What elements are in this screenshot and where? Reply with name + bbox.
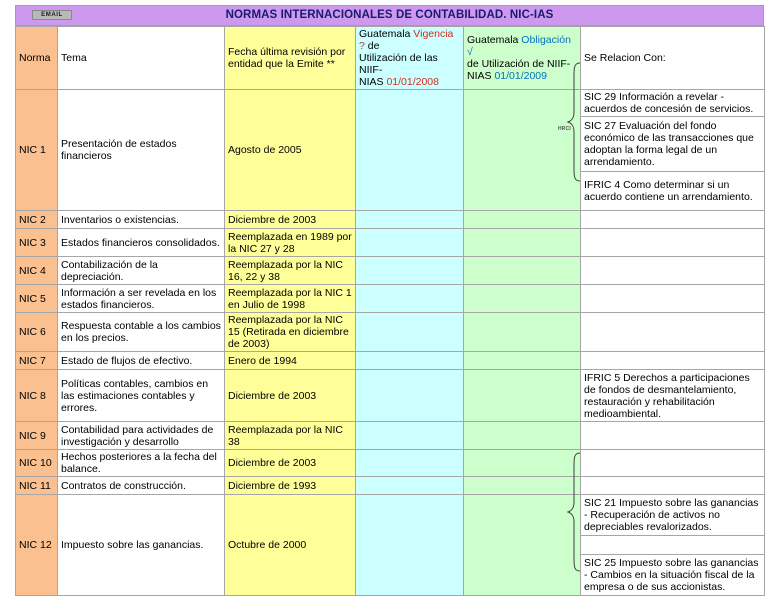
cell-obligacion[interactable]	[464, 370, 581, 422]
nic-table	[15, 26, 765, 596]
table-row[interactable]	[16, 495, 765, 536]
table-row[interactable]	[16, 352, 765, 370]
cell-norma[interactable]: NIC 10	[16, 450, 58, 477]
cell-fecha[interactable]: Enero de 1994	[225, 352, 356, 370]
cell-vigencia[interactable]	[356, 257, 464, 285]
cell-obligacion[interactable]	[464, 90, 581, 211]
table-row[interactable]	[16, 229, 765, 257]
table-row[interactable]	[16, 257, 765, 285]
cell-obligacion[interactable]	[464, 313, 581, 352]
table-header	[16, 27, 765, 90]
cell-tema[interactable]: Hechos posteriores a la fecha del balance.	[58, 450, 225, 477]
col-header-fecha	[225, 27, 356, 90]
cell-obligacion[interactable]	[464, 285, 581, 313]
col-header-vigencia	[356, 27, 464, 90]
cell-norma[interactable]: NIC 1	[16, 90, 58, 211]
cell-norma[interactable]: NIC 12	[16, 495, 58, 596]
cell-relacion[interactable]	[581, 536, 765, 555]
cell-tema[interactable]: Respuesta contable a los cambios en los precios.	[58, 313, 225, 352]
cell-obligacion[interactable]	[464, 450, 581, 477]
cell-tema[interactable]: Estados financieros consolidados.	[58, 229, 225, 257]
cell-relacion[interactable]: SIC 27 Evaluación del fondo económico de las transacciones que adoptan la forma legal de un arrendamiento.	[581, 117, 765, 172]
vigencia-line2: Utilización de las NIIF-	[359, 52, 438, 76]
cell-fecha[interactable]: Diciembre de 2003	[225, 211, 356, 229]
cell-relacion[interactable]: IFRIC 4 Como determinar si un acuerdo contiene un arrendamiento.	[581, 172, 765, 211]
cell-obligacion[interactable]	[464, 229, 581, 257]
cell-tema[interactable]: Presentación de estados financieros	[58, 90, 225, 211]
cell-norma[interactable]: NIC 7	[16, 352, 58, 370]
col-header-obligacion	[464, 27, 581, 90]
cell-vigencia[interactable]	[356, 313, 464, 352]
cell-relacion[interactable]	[581, 422, 765, 450]
obligacion-line3-nias: NIAS	[467, 70, 492, 82]
cell-vigencia[interactable]	[356, 370, 464, 422]
title-band	[15, 5, 764, 26]
cell-norma[interactable]: NIC 6	[16, 313, 58, 352]
cell-norma[interactable]: NIC 8	[16, 370, 58, 422]
cell-obligacion[interactable]	[464, 477, 581, 495]
cell-obligacion[interactable]	[464, 352, 581, 370]
cell-tema[interactable]: Impuesto sobre las ganancias.	[58, 495, 225, 596]
cell-fecha[interactable]: Reemplazada en 1989 por la NIC 27 y 28	[225, 229, 356, 257]
obligacion-date: 01/01/2009	[494, 70, 547, 82]
vigencia-line3-nias: NIAS	[359, 76, 384, 88]
cell-relacion[interactable]	[581, 477, 765, 495]
col-header-fecha-line1: Fecha última revisión por	[228, 46, 346, 58]
cell-obligacion[interactable]	[464, 257, 581, 285]
table-row[interactable]	[16, 370, 765, 422]
cell-relacion[interactable]: SIC 21 Impuesto sobre las ganancias - Recuperación de activos no depreciables revalorizados.	[581, 495, 765, 536]
cell-fecha[interactable]: Diciembre de 2003	[225, 370, 356, 422]
cell-vigencia[interactable]	[356, 495, 464, 596]
cell-relacion[interactable]: SIC 25 Impuesto sobre las ganancias - Cambios en la situación fiscal de la empresa o de sus accionistas.	[581, 555, 765, 596]
cell-relacion[interactable]: IFRIC 5 Derechos a participaciones de fondos de desmantelamiento, restauración y rehabilitación medioambiental.	[581, 370, 765, 422]
cell-tema[interactable]: Información a ser revelada en los estados financieros.	[58, 285, 225, 313]
cell-relacion[interactable]	[581, 211, 765, 229]
table-body	[16, 90, 765, 596]
cell-relacion[interactable]	[581, 352, 765, 370]
cell-fecha[interactable]: Agosto de 2005	[225, 90, 356, 211]
cell-vigencia[interactable]	[356, 450, 464, 477]
brace-label-nic1: HRCI	[558, 126, 572, 132]
col-header-relacion: Se Relacion Con:	[581, 27, 765, 90]
cell-tema[interactable]: Políticas contables, cambios en las estimaciones contables y errores.	[58, 370, 225, 422]
cell-relacion[interactable]	[581, 229, 765, 257]
email-tag[interactable]: EMAIL	[32, 10, 72, 20]
vigencia-word-vigencia: Vigencia ?	[359, 28, 454, 52]
vigencia-date: 01/01/2008	[386, 76, 439, 88]
table-row[interactable]	[16, 313, 765, 352]
cell-fecha[interactable]: Reemplazada por la NIC 38	[225, 422, 356, 450]
cell-vigencia[interactable]	[356, 229, 464, 257]
cell-obligacion[interactable]	[464, 495, 581, 596]
cell-vigencia[interactable]	[356, 422, 464, 450]
cell-norma[interactable]: NIC 4	[16, 257, 58, 285]
cell-vigencia[interactable]	[356, 90, 464, 211]
cell-tema[interactable]: Estado de flujos de efectivo.	[58, 352, 225, 370]
col-header-norma: Norma	[16, 27, 58, 90]
vigencia-word-guatemala: Guatemala	[359, 28, 411, 40]
col-header-fecha-line2: entidad que la Emite **	[228, 58, 335, 70]
obligacion-line2: de Utilización de NIIF-	[467, 58, 571, 70]
header-row	[16, 27, 765, 90]
table-row[interactable]	[16, 477, 765, 495]
cell-vigencia[interactable]	[356, 477, 464, 495]
cell-vigencia[interactable]	[356, 285, 464, 313]
cell-vigencia[interactable]	[356, 352, 464, 370]
cell-vigencia[interactable]	[356, 211, 464, 229]
cell-fecha[interactable]: Diciembre de 2003	[225, 450, 356, 477]
vigencia-word-de: de	[367, 40, 380, 52]
obligacion-word-obligacion: Obligación	[521, 34, 571, 46]
page-title: NORMAS INTERNACIONALES DE CONTABILIDAD. NIC-IAS	[225, 9, 554, 21]
cell-relacion[interactable]	[581, 257, 765, 285]
cell-norma[interactable]: NIC 3	[16, 229, 58, 257]
cell-norma[interactable]: NIC 5	[16, 285, 58, 313]
cell-fecha[interactable]: Diciembre de 1993	[225, 477, 356, 495]
cell-obligacion[interactable]	[464, 422, 581, 450]
cell-relacion[interactable]	[581, 450, 765, 477]
cell-relacion[interactable]	[581, 285, 765, 313]
cell-fecha[interactable]: Reemplazada por la NIC 15 (Retirada en diciembre de 2003)	[225, 313, 356, 352]
cell-tema[interactable]: Contabilidad para actividades de investigación y desarrollo	[58, 422, 225, 450]
cell-relacion[interactable]: SIC 29 Información a revelar -acuerdos de concesión de servicios.	[581, 90, 765, 117]
table-row[interactable]	[16, 211, 765, 229]
cell-relacion[interactable]	[581, 313, 765, 352]
col-header-tema: Tema	[58, 27, 225, 90]
table-row[interactable]	[16, 90, 765, 117]
check-icon: √	[467, 46, 473, 58]
cell-tema[interactable]: Contabilización de la depreciación.	[58, 257, 225, 285]
table-row[interactable]	[16, 285, 765, 313]
cell-fecha[interactable]: Reemplazada por la NIC 1 en Julio de 1998	[225, 285, 356, 313]
table-row[interactable]	[16, 422, 765, 450]
cell-tema[interactable]: Inventarios o existencias.	[58, 211, 225, 229]
cell-obligacion[interactable]	[464, 211, 581, 229]
cell-norma[interactable]: NIC 2	[16, 211, 58, 229]
cell-norma[interactable]: NIC 9	[16, 422, 58, 450]
cell-fecha[interactable]: Octubre de 2000	[225, 495, 356, 596]
cell-fecha[interactable]: Reemplazada por la NIC 16, 22 y 38	[225, 257, 356, 285]
table-row[interactable]	[16, 450, 765, 477]
obligacion-word-guatemala: Guatemala	[467, 34, 519, 46]
cell-norma[interactable]: NIC 11	[16, 477, 58, 495]
cell-tema[interactable]: Contratos de construcción.	[58, 477, 225, 495]
